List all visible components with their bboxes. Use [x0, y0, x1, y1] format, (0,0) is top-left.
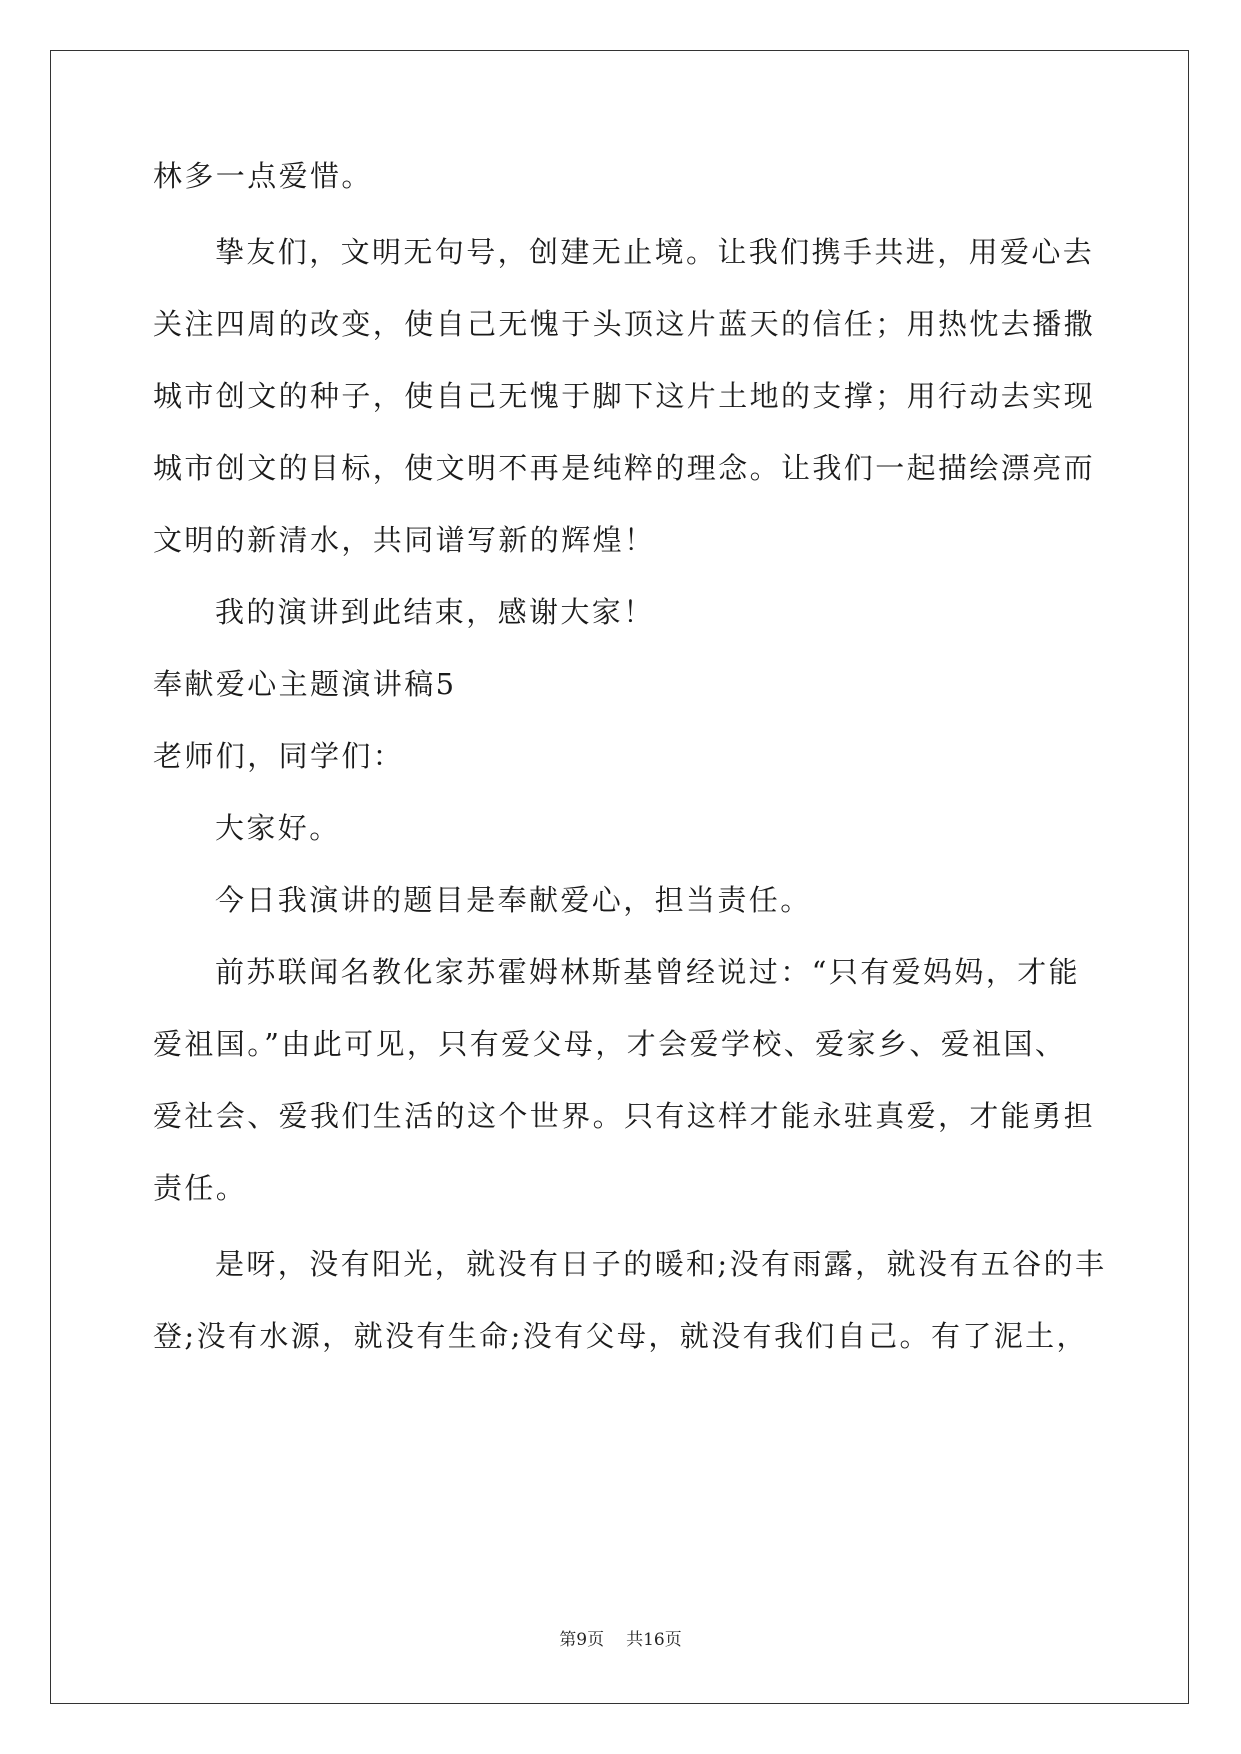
paragraph-line: 是呀，没有阳光，就没有日子的暖和;没有雨露，就没有五谷的丰 — [215, 1247, 1107, 1281]
page-footer — [0, 1625, 1241, 1650]
text-line: 登;没有水源，就没有生命;没有父母，就没有我们自己。有了泥土， — [153, 1319, 1088, 1353]
paragraph-line: 大家好。 — [215, 811, 341, 845]
paragraph-line: 挚友们，文明无句号，创建无止境。让我们携手共进，用爱心去 — [215, 235, 1095, 269]
text-line: 城市创文的目标，使文明不再是纯粹的理念。让我们一起描绘漂亮而 — [153, 451, 1096, 485]
text-line: 爱祖国。”由此可见，只有爱父母，才会爱学校、爱家乡、爱祖国、 — [153, 1027, 1067, 1061]
page-border — [50, 50, 1189, 1704]
text-line: 城市创文的种子，使自己无愧于脚下这片土地的支撑；用行动去实现 — [153, 379, 1096, 413]
paragraph-line: 今日我演讲的题目是奉献爱心，担当责任。 — [215, 883, 812, 917]
text-line: 文明的新清水，共同谱写新的辉煌！ — [153, 523, 656, 557]
paragraph-line: 前苏联闻名教化家苏霍姆林斯基曾经说过：“只有爱妈妈，才能 — [215, 955, 1081, 989]
salutation: 老师们，同学们： — [153, 739, 405, 773]
text-line: 责任。 — [153, 1171, 248, 1205]
page-total: 共16页 — [626, 1630, 682, 1650]
text-line: 爱社会、爱我们生活的这个世界。只有这样才能永驻真爱，才能勇担 — [153, 1099, 1096, 1133]
text-line: 关注四周的改变，使自己无愧于头顶这片蓝天的信任；用热忱去播撒 — [153, 307, 1096, 341]
paragraph-line: 我的演讲到此结束，感谢大家！ — [215, 595, 655, 629]
section-heading: 奉献爱心主题演讲稿5 — [153, 667, 457, 701]
page-number: 第9页 — [559, 1630, 605, 1650]
text-line: 林多一点爱惜。 — [153, 159, 373, 193]
